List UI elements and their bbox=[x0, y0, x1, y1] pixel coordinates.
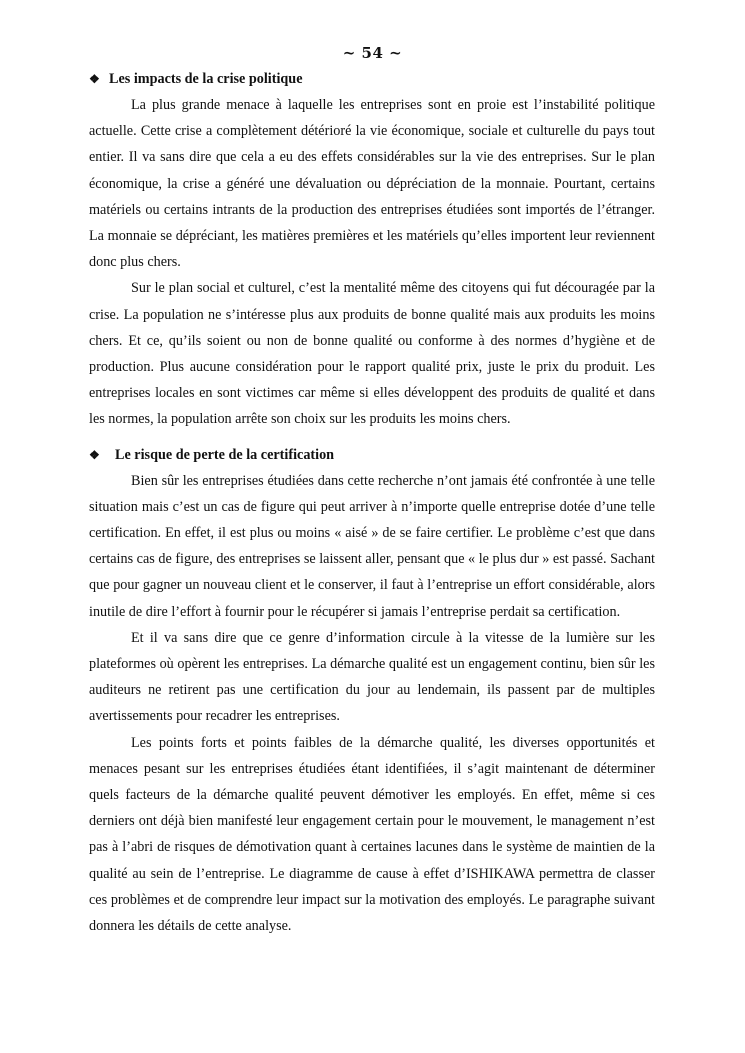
paragraph: Les points forts et points faibles de la démarche qualité, les diverses opportunités et menaces pesant sur les entreprises étudiées étant identifiées, il s’agit maintenant de déterminer quels facteurs de la démarche qualité peuvent démotiver les employés. En effet, même si ces derniers ont déjà bien manifesté leur engagement certain pour le mouvement, le management n’est pas à l’abri de risques de démotivation quant à certaines lacunes dans le système de maintien de la qualité au sein de l’entreprise. Le diagramme de cause à effet d’ISHIKAWA permettra de classer ces problèmes et de comprendre leur impact sur la motivation des employés. Le paragraphe suivant donnera les détails de cette analyse. bbox=[89, 734, 655, 935]
page-content bbox=[89, 66, 655, 939]
section-heading-text: Les impacts de la crise politique bbox=[109, 71, 303, 87]
diamond-bullet-icon: ❖ bbox=[89, 447, 100, 462]
paragraph: Et il va sans dire que ce genre d’information circule à la vitesse de la lumière sur les plateformes où opèrent les entreprises. La démarche qualité est un engagement continu, bien sûr les auditeurs ne retirent pas une certification du jour au lendemain, ils passent par de multiples avertissements pour recadrer les entreprises. bbox=[89, 629, 655, 725]
section-heading-perte-certification bbox=[89, 442, 655, 468]
section-heading-text: Le risque de perte de la certification bbox=[115, 446, 335, 463]
page-number: ~ 54 ~ bbox=[342, 44, 403, 62]
diamond-bullet-icon: ❖ bbox=[89, 72, 100, 86]
paragraph: La plus grande menace à laquelle les entreprises sont en proie est l’instabilité politique actuelle. Cette crise a complètement détérioré la vie économique, sociale et culturelle du pays tout entier. Il va sans dire que cela a eu des effets considérables sur la vie des entreprises. Sur le plan économique, la crise a généré une dévaluation ou dépréciation de la monnaie. Pourtant, certains matériels ou certains intrants de la production des entreprises étudiées sont importés de l’étranger. La monnaie se dépréciant, les matières premières et les matériels qu’elles importent leur reviennent donc plus chers. bbox=[89, 97, 655, 271]
paragraph: Sur le plan social et culturel, c’est la mentalité même des citoyens qui fut découragée par la crise. La population ne s’intéresse plus aux produits de bonne qualité mais aux produits les moins chers. Et ce, qu’ils soient ou non de bonne qualité ou conforme à des normes d’hygiène et de production. Plus aucune considération pour le rapport qualité prix, juste le prix du produit. Les entreprises locales en sont victimes car même si elles développent des produits de qualité et dans les normes, la population arrête son choix sur les produits les moins chers. bbox=[89, 280, 655, 428]
paragraph: Bien sûr les entreprises étudiées dans cette recherche n’ont jamais été confrontée à une telle situation mais c’est un cas de figure qui peut arriver à n’importe quelle entreprise dotée d’une telle certification. En effet, il est plus ou moins « aisé » de se faire certifier. Le problème c’est que dans certains cas de figure, des entreprises se laissent aller, pensant que « le plus dur » est passé. Sachant que pour gagner un nouveau client et le conserver, il faut à l’entreprise un effort considérable, alors inutile de dire l’effort à fournir pour le récupérer si jamais l’entreprise perdait sa certification. bbox=[89, 472, 655, 620]
section-heading-crise-politique bbox=[89, 66, 655, 92]
